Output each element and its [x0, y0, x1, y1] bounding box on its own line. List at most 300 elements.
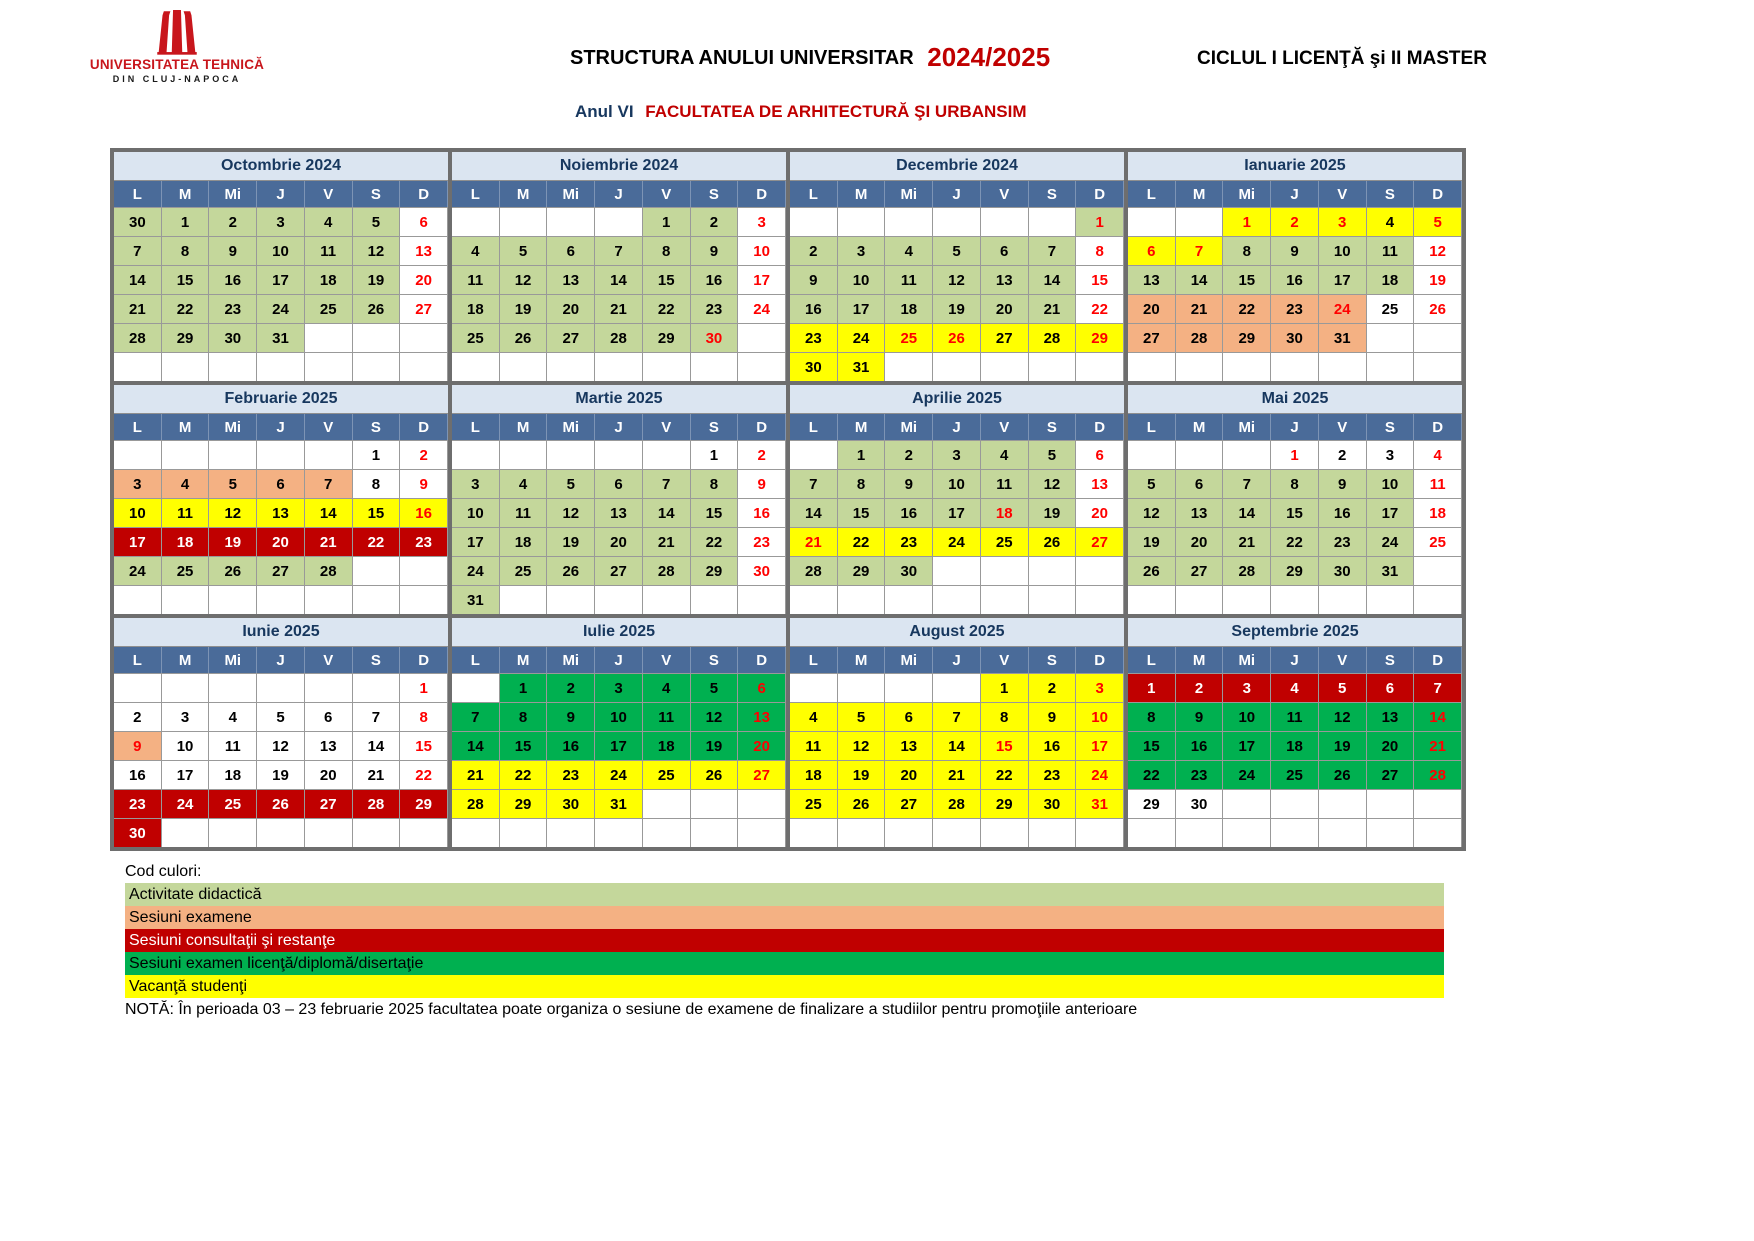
- day-cell: 16: [691, 265, 739, 294]
- day-header-mi: Mi: [1223, 647, 1271, 673]
- day-cell: 7: [452, 702, 500, 731]
- day-cell: 8: [500, 702, 548, 731]
- month-aprilie-2025: [788, 383, 1126, 616]
- day-cell: 18: [981, 498, 1029, 527]
- empty-cell: [305, 585, 353, 614]
- empty-cell: [547, 818, 595, 847]
- day-cell: 14: [1029, 265, 1077, 294]
- empty-cell: [1128, 207, 1176, 236]
- day-cell: 30: [114, 207, 162, 236]
- day-cell: 9: [1271, 236, 1319, 265]
- day-cell: 16: [209, 265, 257, 294]
- day-cell: 16: [885, 498, 933, 527]
- day-header-s: S: [353, 181, 401, 207]
- empty-cell: [209, 440, 257, 469]
- empty-cell: [981, 818, 1029, 847]
- legend-item: Sesiuni examen licenţă/diplomă/disertaţie: [125, 952, 1444, 975]
- day-cell: 9: [547, 702, 595, 731]
- day-header-l: L: [114, 181, 162, 207]
- day-cell: 1: [1128, 673, 1176, 702]
- day-cell: 14: [933, 731, 981, 760]
- day-header-d: D: [1414, 647, 1462, 673]
- day-cell: 8: [1271, 469, 1319, 498]
- day-cell: 5: [353, 207, 401, 236]
- empty-cell: [738, 818, 786, 847]
- day-cell: 4: [500, 469, 548, 498]
- empty-cell: [885, 585, 933, 614]
- day-cell: 13: [885, 731, 933, 760]
- day-cell: 25: [885, 323, 933, 352]
- month-august-2025: [788, 616, 1126, 849]
- day-cell: 4: [981, 440, 1029, 469]
- day-cell: 2: [547, 673, 595, 702]
- day-cell: 29: [643, 323, 691, 352]
- empty-cell: [933, 818, 981, 847]
- day-cell: 27: [1176, 556, 1224, 585]
- cycle-title: CICLUL I LICENŢĂ şi II MASTER: [1197, 48, 1487, 69]
- day-cell: 3: [1319, 207, 1367, 236]
- day-cell: 3: [1367, 440, 1415, 469]
- day-cell: 2: [1029, 673, 1077, 702]
- empty-cell: [1223, 789, 1271, 818]
- empty-cell: [452, 440, 500, 469]
- empty-cell: [257, 440, 305, 469]
- day-cell: 15: [353, 498, 401, 527]
- day-header-v: V: [643, 647, 691, 673]
- day-cell: 4: [209, 702, 257, 731]
- logo-city: DIN CLUJ-NAPOCA: [112, 74, 242, 84]
- day-cell: 28: [1414, 760, 1462, 789]
- day-cell: 3: [162, 702, 210, 731]
- day-cell: 6: [885, 702, 933, 731]
- day-cell: 27: [257, 556, 305, 585]
- day-header-s: S: [1029, 181, 1077, 207]
- empty-cell: [114, 673, 162, 702]
- day-cell: 22: [500, 760, 548, 789]
- empty-cell: [1271, 352, 1319, 381]
- empty-cell: [257, 352, 305, 381]
- day-header-d: D: [1076, 414, 1124, 440]
- day-cell: 7: [595, 236, 643, 265]
- day-cell: 10: [1076, 702, 1124, 731]
- day-cell: 25: [981, 527, 1029, 556]
- day-header-mi: Mi: [209, 181, 257, 207]
- day-cell: 27: [547, 323, 595, 352]
- day-cell: 14: [595, 265, 643, 294]
- day-cell: 28: [790, 556, 838, 585]
- day-header-j: J: [257, 647, 305, 673]
- day-cell: 28: [1176, 323, 1224, 352]
- day-cell: 17: [114, 527, 162, 556]
- day-header-mi: Mi: [209, 647, 257, 673]
- empty-cell: [1128, 352, 1176, 381]
- day-cell: 22: [1076, 294, 1124, 323]
- day-header-j: J: [1271, 414, 1319, 440]
- day-cell: 22: [353, 527, 401, 556]
- day-header-s: S: [691, 414, 739, 440]
- day-cell: 8: [1128, 702, 1176, 731]
- day-header-v: V: [1319, 181, 1367, 207]
- day-cell: 29: [981, 789, 1029, 818]
- empty-cell: [1128, 440, 1176, 469]
- day-cell: 1: [643, 207, 691, 236]
- empty-cell: [162, 585, 210, 614]
- empty-cell: [209, 818, 257, 847]
- empty-cell: [353, 323, 401, 352]
- day-header-l: L: [114, 414, 162, 440]
- day-cell: 4: [1414, 440, 1462, 469]
- month-title: August 2025: [790, 618, 1124, 647]
- day-cell: 2: [1319, 440, 1367, 469]
- day-cell: 17: [1367, 498, 1415, 527]
- month-noiembrie-2024: [450, 150, 788, 383]
- day-cell: 23: [400, 527, 448, 556]
- day-cell: 27: [1076, 527, 1124, 556]
- day-cell: 8: [162, 236, 210, 265]
- day-cell: 17: [1319, 265, 1367, 294]
- day-cell: 24: [1223, 760, 1271, 789]
- day-cell: 24: [1367, 527, 1415, 556]
- empty-cell: [547, 352, 595, 381]
- day-cell: 10: [162, 731, 210, 760]
- day-cell: 12: [500, 265, 548, 294]
- empty-cell: [691, 818, 739, 847]
- empty-cell: [1319, 789, 1367, 818]
- utcn-logo: [72, 6, 282, 84]
- day-cell: 30: [1271, 323, 1319, 352]
- day-cell: 27: [595, 556, 643, 585]
- day-cell: 22: [1271, 527, 1319, 556]
- empty-cell: [1223, 585, 1271, 614]
- empty-cell: [1414, 323, 1462, 352]
- day-cell: 8: [1076, 236, 1124, 265]
- day-cell: 25: [1367, 294, 1415, 323]
- day-header-m: M: [500, 647, 548, 673]
- empty-cell: [162, 352, 210, 381]
- empty-cell: [114, 352, 162, 381]
- day-cell: 26: [1029, 527, 1077, 556]
- day-cell: 29: [691, 556, 739, 585]
- empty-cell: [790, 585, 838, 614]
- day-cell: 4: [1271, 673, 1319, 702]
- day-cell: 12: [1319, 702, 1367, 731]
- empty-cell: [838, 673, 886, 702]
- day-header-v: V: [643, 414, 691, 440]
- day-cell: 8: [691, 469, 739, 498]
- day-cell: 15: [838, 498, 886, 527]
- day-header-s: S: [1367, 181, 1415, 207]
- day-cell: 17: [933, 498, 981, 527]
- day-cell: 24: [114, 556, 162, 585]
- day-cell: 25: [1271, 760, 1319, 789]
- day-cell: 26: [1128, 556, 1176, 585]
- empty-cell: [1176, 585, 1224, 614]
- empty-cell: [305, 323, 353, 352]
- day-cell: 11: [981, 469, 1029, 498]
- day-cell: 2: [1271, 207, 1319, 236]
- day-header-l: L: [790, 414, 838, 440]
- empty-cell: [1176, 818, 1224, 847]
- empty-cell: [933, 556, 981, 585]
- empty-cell: [643, 818, 691, 847]
- day-cell: 23: [885, 527, 933, 556]
- day-cell: 23: [738, 527, 786, 556]
- day-cell: 7: [1029, 236, 1077, 265]
- day-cell: 21: [305, 527, 353, 556]
- empty-cell: [452, 818, 500, 847]
- empty-cell: [1414, 556, 1462, 585]
- day-cell: 25: [209, 789, 257, 818]
- day-cell: 27: [738, 760, 786, 789]
- day-cell: 12: [691, 702, 739, 731]
- day-cell: 23: [114, 789, 162, 818]
- day-cell: 2: [738, 440, 786, 469]
- day-cell: 6: [1367, 673, 1415, 702]
- day-header-j: J: [595, 181, 643, 207]
- day-header-mi: Mi: [1223, 181, 1271, 207]
- empty-cell: [400, 818, 448, 847]
- day-cell: 17: [162, 760, 210, 789]
- day-cell: 5: [691, 673, 739, 702]
- day-cell: 30: [885, 556, 933, 585]
- day-cell: 29: [162, 323, 210, 352]
- day-cell: 14: [353, 731, 401, 760]
- empty-cell: [981, 556, 1029, 585]
- day-cell: 1: [838, 440, 886, 469]
- day-cell: 15: [400, 731, 448, 760]
- day-cell: 4: [885, 236, 933, 265]
- day-cell: 29: [1128, 789, 1176, 818]
- day-cell: 19: [838, 760, 886, 789]
- day-cell: 16: [400, 498, 448, 527]
- day-cell: 13: [1076, 469, 1124, 498]
- empty-cell: [162, 818, 210, 847]
- empty-cell: [547, 207, 595, 236]
- day-header-l: L: [1128, 414, 1176, 440]
- day-cell: 4: [452, 236, 500, 265]
- day-header-j: J: [933, 414, 981, 440]
- day-cell: 11: [790, 731, 838, 760]
- day-cell: 11: [500, 498, 548, 527]
- empty-cell: [1029, 585, 1077, 614]
- day-cell: 5: [933, 236, 981, 265]
- day-header-d: D: [400, 647, 448, 673]
- day-cell: 1: [1223, 207, 1271, 236]
- day-cell: 17: [257, 265, 305, 294]
- day-header-m: M: [162, 647, 210, 673]
- day-cell: 20: [885, 760, 933, 789]
- day-header-v: V: [305, 647, 353, 673]
- day-cell: 24: [452, 556, 500, 585]
- empty-cell: [400, 352, 448, 381]
- legend-item: Sesiuni consultaţii şi restanţe: [125, 929, 1444, 952]
- day-cell: 14: [114, 265, 162, 294]
- day-cell: 9: [1176, 702, 1224, 731]
- day-cell: 24: [1076, 760, 1124, 789]
- day-cell: 14: [1414, 702, 1462, 731]
- day-cell: 6: [981, 236, 1029, 265]
- day-cell: 23: [691, 294, 739, 323]
- day-cell: 22: [643, 294, 691, 323]
- day-cell: 27: [1367, 760, 1415, 789]
- day-cell: 6: [257, 469, 305, 498]
- empty-cell: [353, 673, 401, 702]
- empty-cell: [981, 207, 1029, 236]
- day-cell: 12: [209, 498, 257, 527]
- day-header-j: J: [595, 414, 643, 440]
- day-cell: 11: [1414, 469, 1462, 498]
- day-cell: 19: [257, 760, 305, 789]
- day-cell: 7: [1176, 236, 1224, 265]
- day-cell: 17: [838, 294, 886, 323]
- day-cell: 14: [1223, 498, 1271, 527]
- day-cell: 6: [400, 207, 448, 236]
- day-header-d: D: [738, 181, 786, 207]
- day-cell: 20: [257, 527, 305, 556]
- day-cell: 9: [400, 469, 448, 498]
- day-header-mi: Mi: [547, 647, 595, 673]
- day-cell: 30: [114, 818, 162, 847]
- empty-cell: [595, 818, 643, 847]
- empty-cell: [1223, 818, 1271, 847]
- day-header-s: S: [353, 414, 401, 440]
- day-header-mi: Mi: [547, 414, 595, 440]
- day-cell: 30: [209, 323, 257, 352]
- day-cell: 23: [1271, 294, 1319, 323]
- day-cell: 13: [400, 236, 448, 265]
- empty-cell: [114, 440, 162, 469]
- day-cell: 3: [595, 673, 643, 702]
- empty-cell: [162, 440, 210, 469]
- empty-cell: [1029, 818, 1077, 847]
- day-cell: 28: [353, 789, 401, 818]
- empty-cell: [595, 585, 643, 614]
- day-cell: 2: [885, 440, 933, 469]
- day-cell: 14: [305, 498, 353, 527]
- day-cell: 14: [1176, 265, 1224, 294]
- day-cell: 18: [452, 294, 500, 323]
- day-cell: 2: [1176, 673, 1224, 702]
- day-cell: 24: [738, 294, 786, 323]
- day-cell: 30: [738, 556, 786, 585]
- day-cell: 26: [933, 323, 981, 352]
- day-cell: 6: [1076, 440, 1124, 469]
- empty-cell: [257, 585, 305, 614]
- empty-cell: [1176, 352, 1224, 381]
- empty-cell: [209, 673, 257, 702]
- day-header-v: V: [305, 181, 353, 207]
- day-cell: 9: [738, 469, 786, 498]
- day-cell: 15: [1271, 498, 1319, 527]
- day-header-v: V: [643, 181, 691, 207]
- day-cell: 12: [1128, 498, 1176, 527]
- month-title: Martie 2025: [452, 385, 786, 414]
- day-cell: 1: [981, 673, 1029, 702]
- day-cell: 19: [1414, 265, 1462, 294]
- month-title: Septembrie 2025: [1128, 618, 1462, 647]
- day-header-l: L: [114, 647, 162, 673]
- page-header: [0, 0, 1754, 148]
- empty-cell: [933, 207, 981, 236]
- empty-cell: [1414, 352, 1462, 381]
- empty-cell: [1223, 352, 1271, 381]
- day-header-m: M: [500, 181, 548, 207]
- day-cell: 13: [595, 498, 643, 527]
- day-cell: 10: [1223, 702, 1271, 731]
- day-cell: 9: [790, 265, 838, 294]
- title-year: 2024/2025: [927, 42, 1051, 72]
- empty-cell: [981, 585, 1029, 614]
- day-cell: 16: [547, 731, 595, 760]
- day-cell: 6: [547, 236, 595, 265]
- day-header-m: M: [1176, 414, 1224, 440]
- day-cell: 3: [452, 469, 500, 498]
- month-decembrie-2024: [788, 150, 1126, 383]
- day-cell: 7: [643, 469, 691, 498]
- day-cell: 11: [643, 702, 691, 731]
- day-cell: 20: [981, 294, 1029, 323]
- empty-cell: [738, 789, 786, 818]
- day-cell: 5: [1319, 673, 1367, 702]
- subtitle-faculty: FACULTATEA DE ARHITECTURĂ ŞI URBANSIM: [645, 102, 1027, 121]
- empty-cell: [257, 818, 305, 847]
- empty-cell: [595, 352, 643, 381]
- day-header-d: D: [738, 414, 786, 440]
- month-title: Noiembrie 2024: [452, 152, 786, 181]
- day-header-j: J: [257, 414, 305, 440]
- empty-cell: [1076, 818, 1124, 847]
- day-cell: 8: [981, 702, 1029, 731]
- day-header-l: L: [452, 647, 500, 673]
- day-cell: 3: [1223, 673, 1271, 702]
- month-ianuarie-2025: [1126, 150, 1464, 383]
- day-cell: 11: [305, 236, 353, 265]
- day-cell: 13: [1367, 702, 1415, 731]
- legend: [125, 861, 1444, 1019]
- empty-cell: [790, 818, 838, 847]
- empty-cell: [1367, 323, 1415, 352]
- day-header-l: L: [790, 647, 838, 673]
- empty-cell: [1319, 352, 1367, 381]
- month-title: Iulie 2025: [452, 618, 786, 647]
- empty-cell: [1367, 585, 1415, 614]
- day-cell: 1: [500, 673, 548, 702]
- day-header-j: J: [257, 181, 305, 207]
- day-cell: 5: [1029, 440, 1077, 469]
- day-cell: 2: [790, 236, 838, 265]
- day-header-d: D: [400, 414, 448, 440]
- day-cell: 3: [838, 236, 886, 265]
- day-cell: 25: [1414, 527, 1462, 556]
- day-cell: 29: [1223, 323, 1271, 352]
- day-cell: 18: [1367, 265, 1415, 294]
- empty-cell: [790, 207, 838, 236]
- empty-cell: [1029, 556, 1077, 585]
- day-cell: 23: [547, 760, 595, 789]
- day-cell: 13: [257, 498, 305, 527]
- page-title: [570, 42, 1050, 73]
- day-cell: 18: [500, 527, 548, 556]
- day-header-mi: Mi: [885, 414, 933, 440]
- day-cell: 9: [691, 236, 739, 265]
- day-cell: 10: [595, 702, 643, 731]
- day-cell: 22: [691, 527, 739, 556]
- day-cell: 29: [838, 556, 886, 585]
- day-cell: 20: [595, 527, 643, 556]
- day-cell: 4: [643, 673, 691, 702]
- day-cell: 29: [500, 789, 548, 818]
- empty-cell: [1128, 818, 1176, 847]
